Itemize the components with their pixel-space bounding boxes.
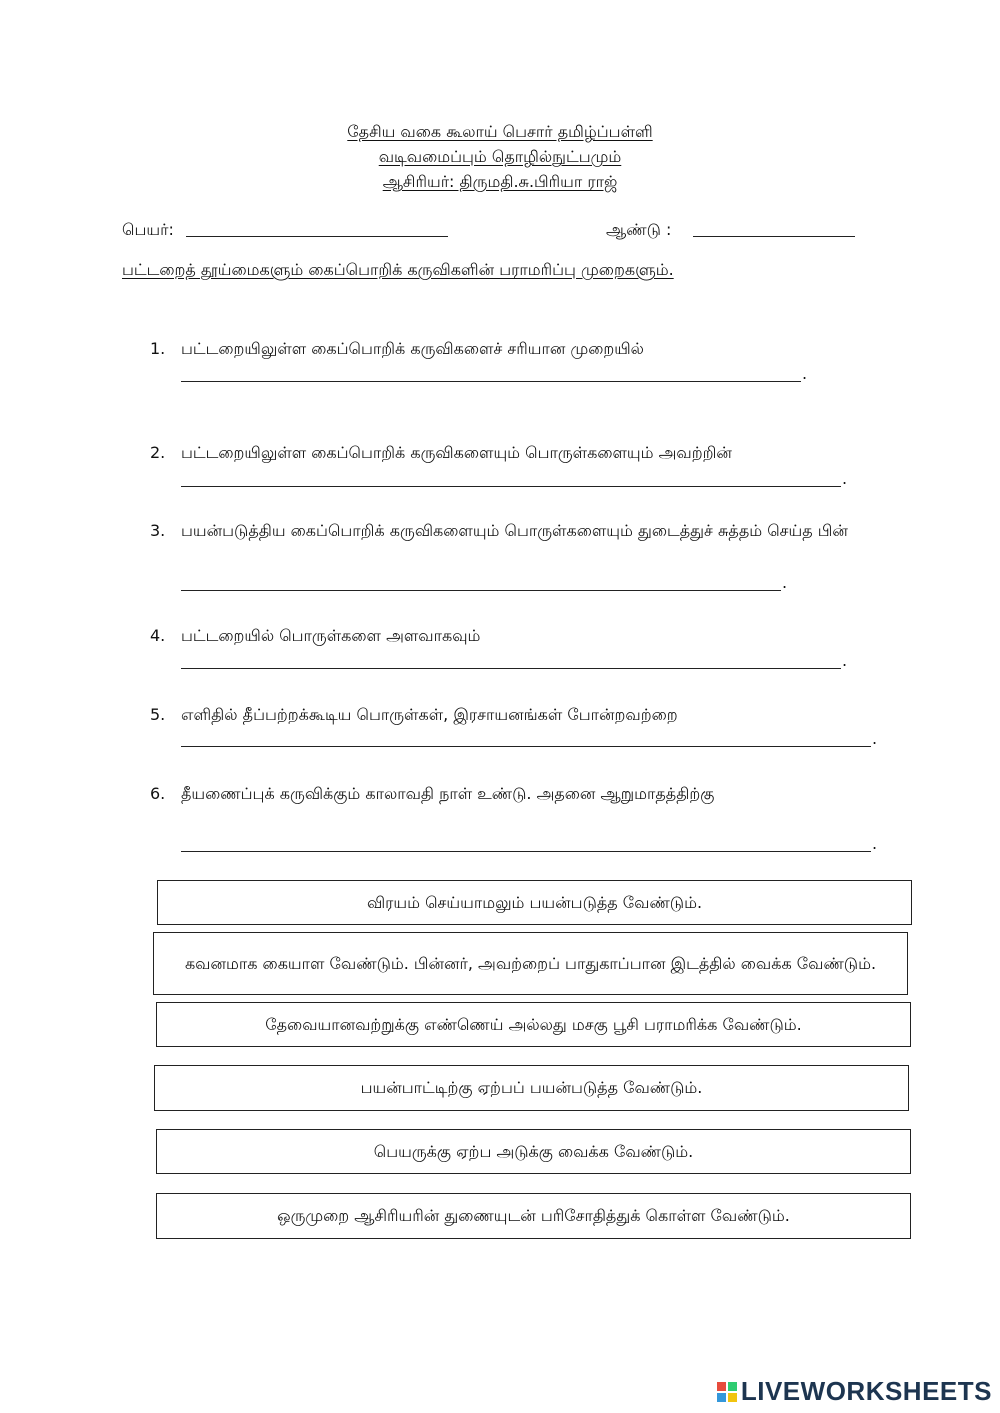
teacher-name [0, 172, 1000, 193]
topic-heading: பட்டறைத் தூய்மைகளும் கைப்பொறிக் கருவிகளின் பராமரிப்பு முறைகளும். [122, 260, 674, 279]
subject-title-text: வடிவமைப்பும் தொழில்நுட்பமும் [378, 147, 622, 166]
logo-square [728, 1382, 737, 1391]
answer-end: . [782, 573, 788, 592]
question-number: 4. [150, 626, 166, 645]
liveworksheets-logo[interactable] [717, 1376, 992, 1407]
logo-grid-icon [717, 1382, 737, 1402]
answer-blank-2[interactable] [181, 486, 841, 487]
question-text: எளிதில் தீப்பற்றக்கூடிய பொருள்கள், இரசாயனங்கள் போன்றவற்றை [181, 705, 678, 724]
answer-option-2[interactable]: கவனமாக கையாள வேண்டும். பின்னர், அவற்றைப் பாதுகாப்பான இடத்தில் வைக்க வேண்டும். [153, 932, 908, 995]
year-label: ஆண்டு : [606, 220, 672, 239]
subject-title [0, 147, 1000, 168]
question-text: பட்டறையில் பொருள்களை அளவாகவும் [181, 626, 481, 645]
school-name [0, 122, 1000, 143]
logo-square [717, 1382, 726, 1391]
answer-option-5[interactable]: பெயருக்கு ஏற்ப அடுக்கு வைக்க வேண்டும். [156, 1129, 911, 1174]
logo-text: LIVEWORKSHEETS [740, 1376, 992, 1406]
answer-blank-1[interactable] [181, 381, 801, 382]
answer-end: . [872, 834, 878, 853]
question-number: 3. [150, 521, 166, 540]
answer-end: . [872, 729, 878, 748]
answer-option-1[interactable]: விரயம் செய்யாமலும் பயன்படுத்த வேண்டும். [157, 880, 912, 925]
answer-end: . [842, 469, 848, 488]
question-number: 5. [150, 705, 166, 724]
answer-option-4[interactable]: பயன்பாட்டிற்கு ஏற்பப் பயன்படுத்த வேண்டும். [154, 1065, 909, 1111]
school-name-text: தேசிய வகை கூலாய் பெசார் தமிழ்ப்பள்ளி [347, 122, 653, 141]
question-number: 1. [150, 339, 166, 358]
question-text: பட்டறையிலுள்ள கைப்பொறிக் கருவிகளையும் பொருள்களையும் அவற்றின் [181, 443, 732, 462]
question-number: 2. [150, 443, 166, 462]
answer-blank-5[interactable] [181, 746, 871, 747]
question-number: 6. [150, 784, 166, 803]
name-field[interactable] [186, 236, 448, 237]
logo-square [717, 1393, 726, 1402]
answer-option-3[interactable]: தேவையானவற்றுக்கு எண்ணெய் அல்லது மசகு பூசி பராமரிக்க வேண்டும். [156, 1002, 911, 1047]
teacher-name-text: ஆசிரியர்: திருமதி.சு.பிரியா ராஜ் [382, 172, 618, 191]
answer-end: . [842, 651, 848, 670]
answer-blank-6[interactable] [181, 851, 871, 852]
question-text: பட்டறையிலுள்ள கைப்பொறிக் கருவிகளைச் சரியான முறையில் [181, 339, 644, 358]
answer-end: . [802, 364, 808, 383]
answer-blank-4[interactable] [181, 668, 841, 669]
name-label: பெயர்: [122, 220, 174, 239]
answer-option-6[interactable]: ஒருமுறை ஆசிரியரின் துணையுடன் பரிசோதித்துக் கொள்ள வேண்டும். [156, 1193, 911, 1239]
logo-square [728, 1393, 737, 1402]
question-text: தீயணைப்புக் கருவிக்கும் காலாவதி நாள் உண்டு. அதனை ஆறுமாதத்திற்கு [181, 784, 715, 803]
year-field[interactable] [693, 236, 855, 237]
question-text: பயன்படுத்திய கைப்பொறிக் கருவிகளையும் பொருள்களையும் துடைத்துச் சுத்தம் செய்த பின் [181, 521, 848, 540]
answer-blank-3[interactable] [181, 590, 781, 591]
